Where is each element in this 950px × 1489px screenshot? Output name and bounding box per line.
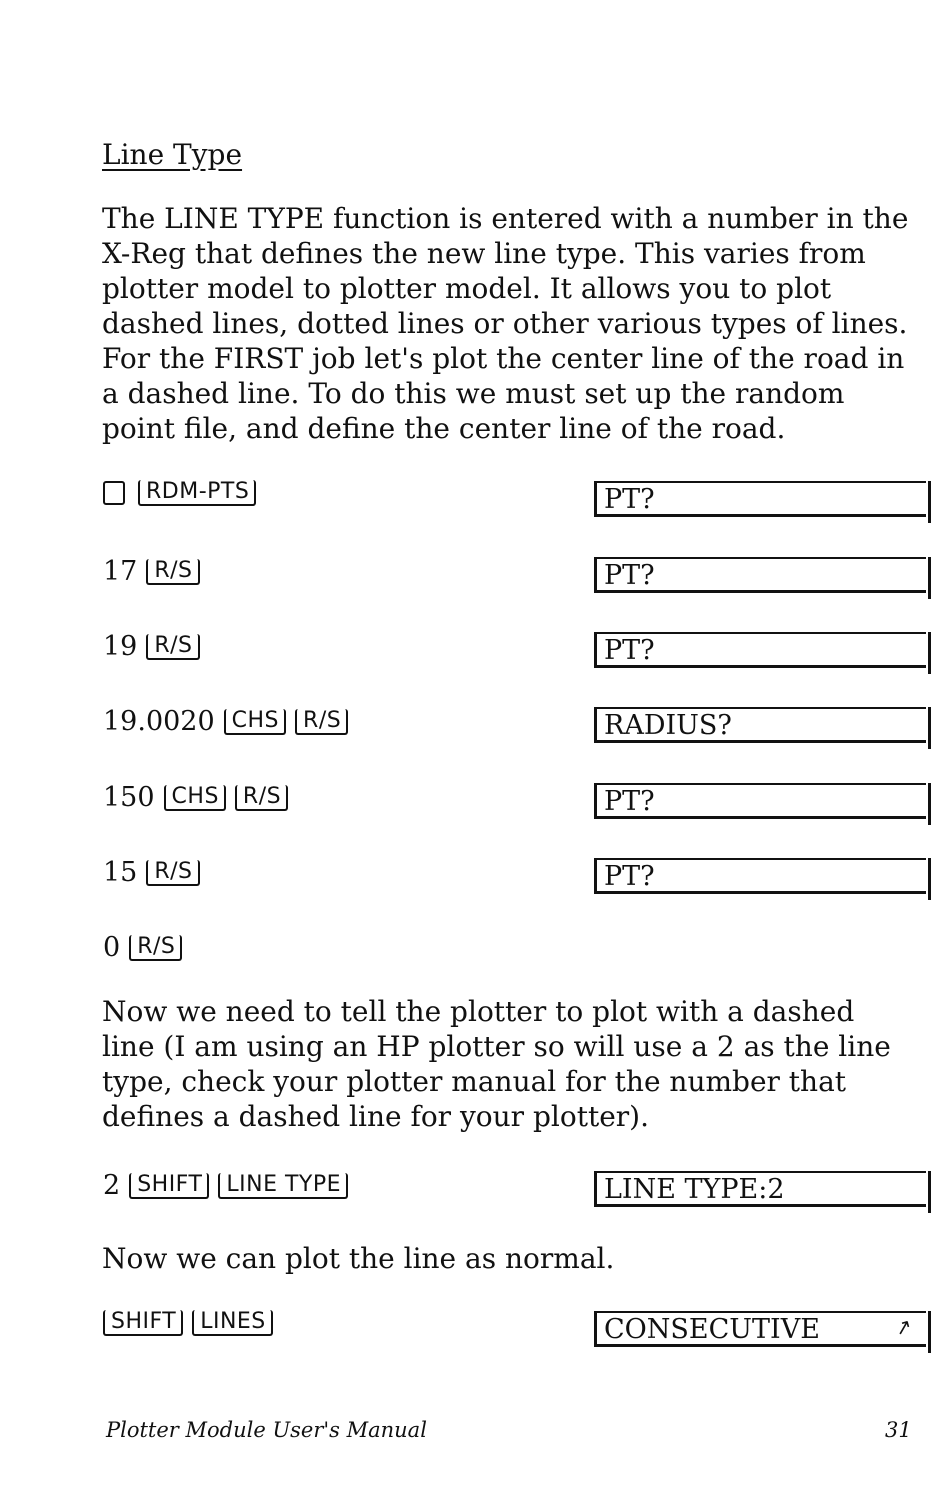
step-number: 15 xyxy=(103,857,138,888)
footer-title: Plotter Module User's Manual xyxy=(106,1418,427,1442)
display-box-line-type xyxy=(594,1171,926,1207)
display-text: PT? xyxy=(604,635,655,666)
step-row-6 xyxy=(103,857,200,888)
step-row-lines xyxy=(103,1310,273,1336)
step-number: 19 xyxy=(103,631,138,662)
step-row-7 xyxy=(103,932,182,963)
step-row-3 xyxy=(103,631,200,662)
step-number: 0 xyxy=(103,932,121,963)
blank-key-icon xyxy=(103,481,125,505)
plot-sentence: Now we can plot the line as normal. xyxy=(102,1242,615,1275)
step-row-line-type xyxy=(103,1170,348,1201)
step-row-1 xyxy=(103,480,256,506)
key-shift: SHIFT xyxy=(129,1173,209,1199)
key-rs: R/S xyxy=(235,785,288,811)
key-lines: LINES xyxy=(192,1310,273,1336)
key-shift: SHIFT xyxy=(103,1310,183,1336)
display-box-lines xyxy=(594,1311,926,1347)
key-chs: CHS xyxy=(164,785,226,811)
display-box-6 xyxy=(594,858,926,894)
section-heading: Line Type xyxy=(102,138,243,171)
step-number: 19.0020 xyxy=(103,706,215,737)
page-number: 31 xyxy=(885,1418,912,1442)
step-row-4 xyxy=(103,706,348,737)
key-rs: R/S xyxy=(295,709,348,735)
step-number: 2 xyxy=(103,1170,121,1201)
display-box-1 xyxy=(594,481,926,517)
display-text: PT? xyxy=(604,484,655,515)
display-text: RADIUS? xyxy=(604,710,732,741)
middle-paragraph: Now we need to tell the plotter to plot with a dashed line (I am using an HP plotter so will use a 2 as the line type, check your plotter manual for the number that defines a dashed line for your plotter). xyxy=(102,995,891,1133)
step-number: 150 xyxy=(103,782,155,813)
key-rs: R/S xyxy=(129,935,182,961)
key-rdm-pts: RDM-PTS xyxy=(138,480,256,506)
key-line-type: LINE TYPE xyxy=(218,1173,348,1199)
display-text: CONSECUTIVE xyxy=(604,1314,820,1345)
intro-paragraph: The LINE TYPE function is entered with a number in the X-Reg that defines the new line type. This varies from plotter model to plotter model. It allows you to plot dashed lines, dotted lines or other various types of lines. For the FIRST job let's plot the center line of the road in a dashed line. To do this we must set up the random point file, and define the center line of the road. xyxy=(102,202,909,445)
arrow-icon: ↗ xyxy=(892,1313,915,1341)
display-text: PT? xyxy=(604,861,655,892)
step-row-2 xyxy=(103,556,200,587)
display-box-3 xyxy=(594,632,926,668)
display-text: LINE TYPE:2 xyxy=(604,1174,785,1205)
step-number: 17 xyxy=(103,556,138,587)
display-box-4 xyxy=(594,707,926,743)
key-rs: R/S xyxy=(146,860,199,886)
display-text: PT? xyxy=(604,786,655,817)
key-rs: R/S xyxy=(146,559,199,585)
key-rs: R/S xyxy=(146,634,199,660)
key-chs: CHS xyxy=(224,709,286,735)
display-box-5 xyxy=(594,783,926,819)
step-row-5 xyxy=(103,782,288,813)
display-text: PT? xyxy=(604,560,655,591)
display-box-2 xyxy=(594,557,926,593)
